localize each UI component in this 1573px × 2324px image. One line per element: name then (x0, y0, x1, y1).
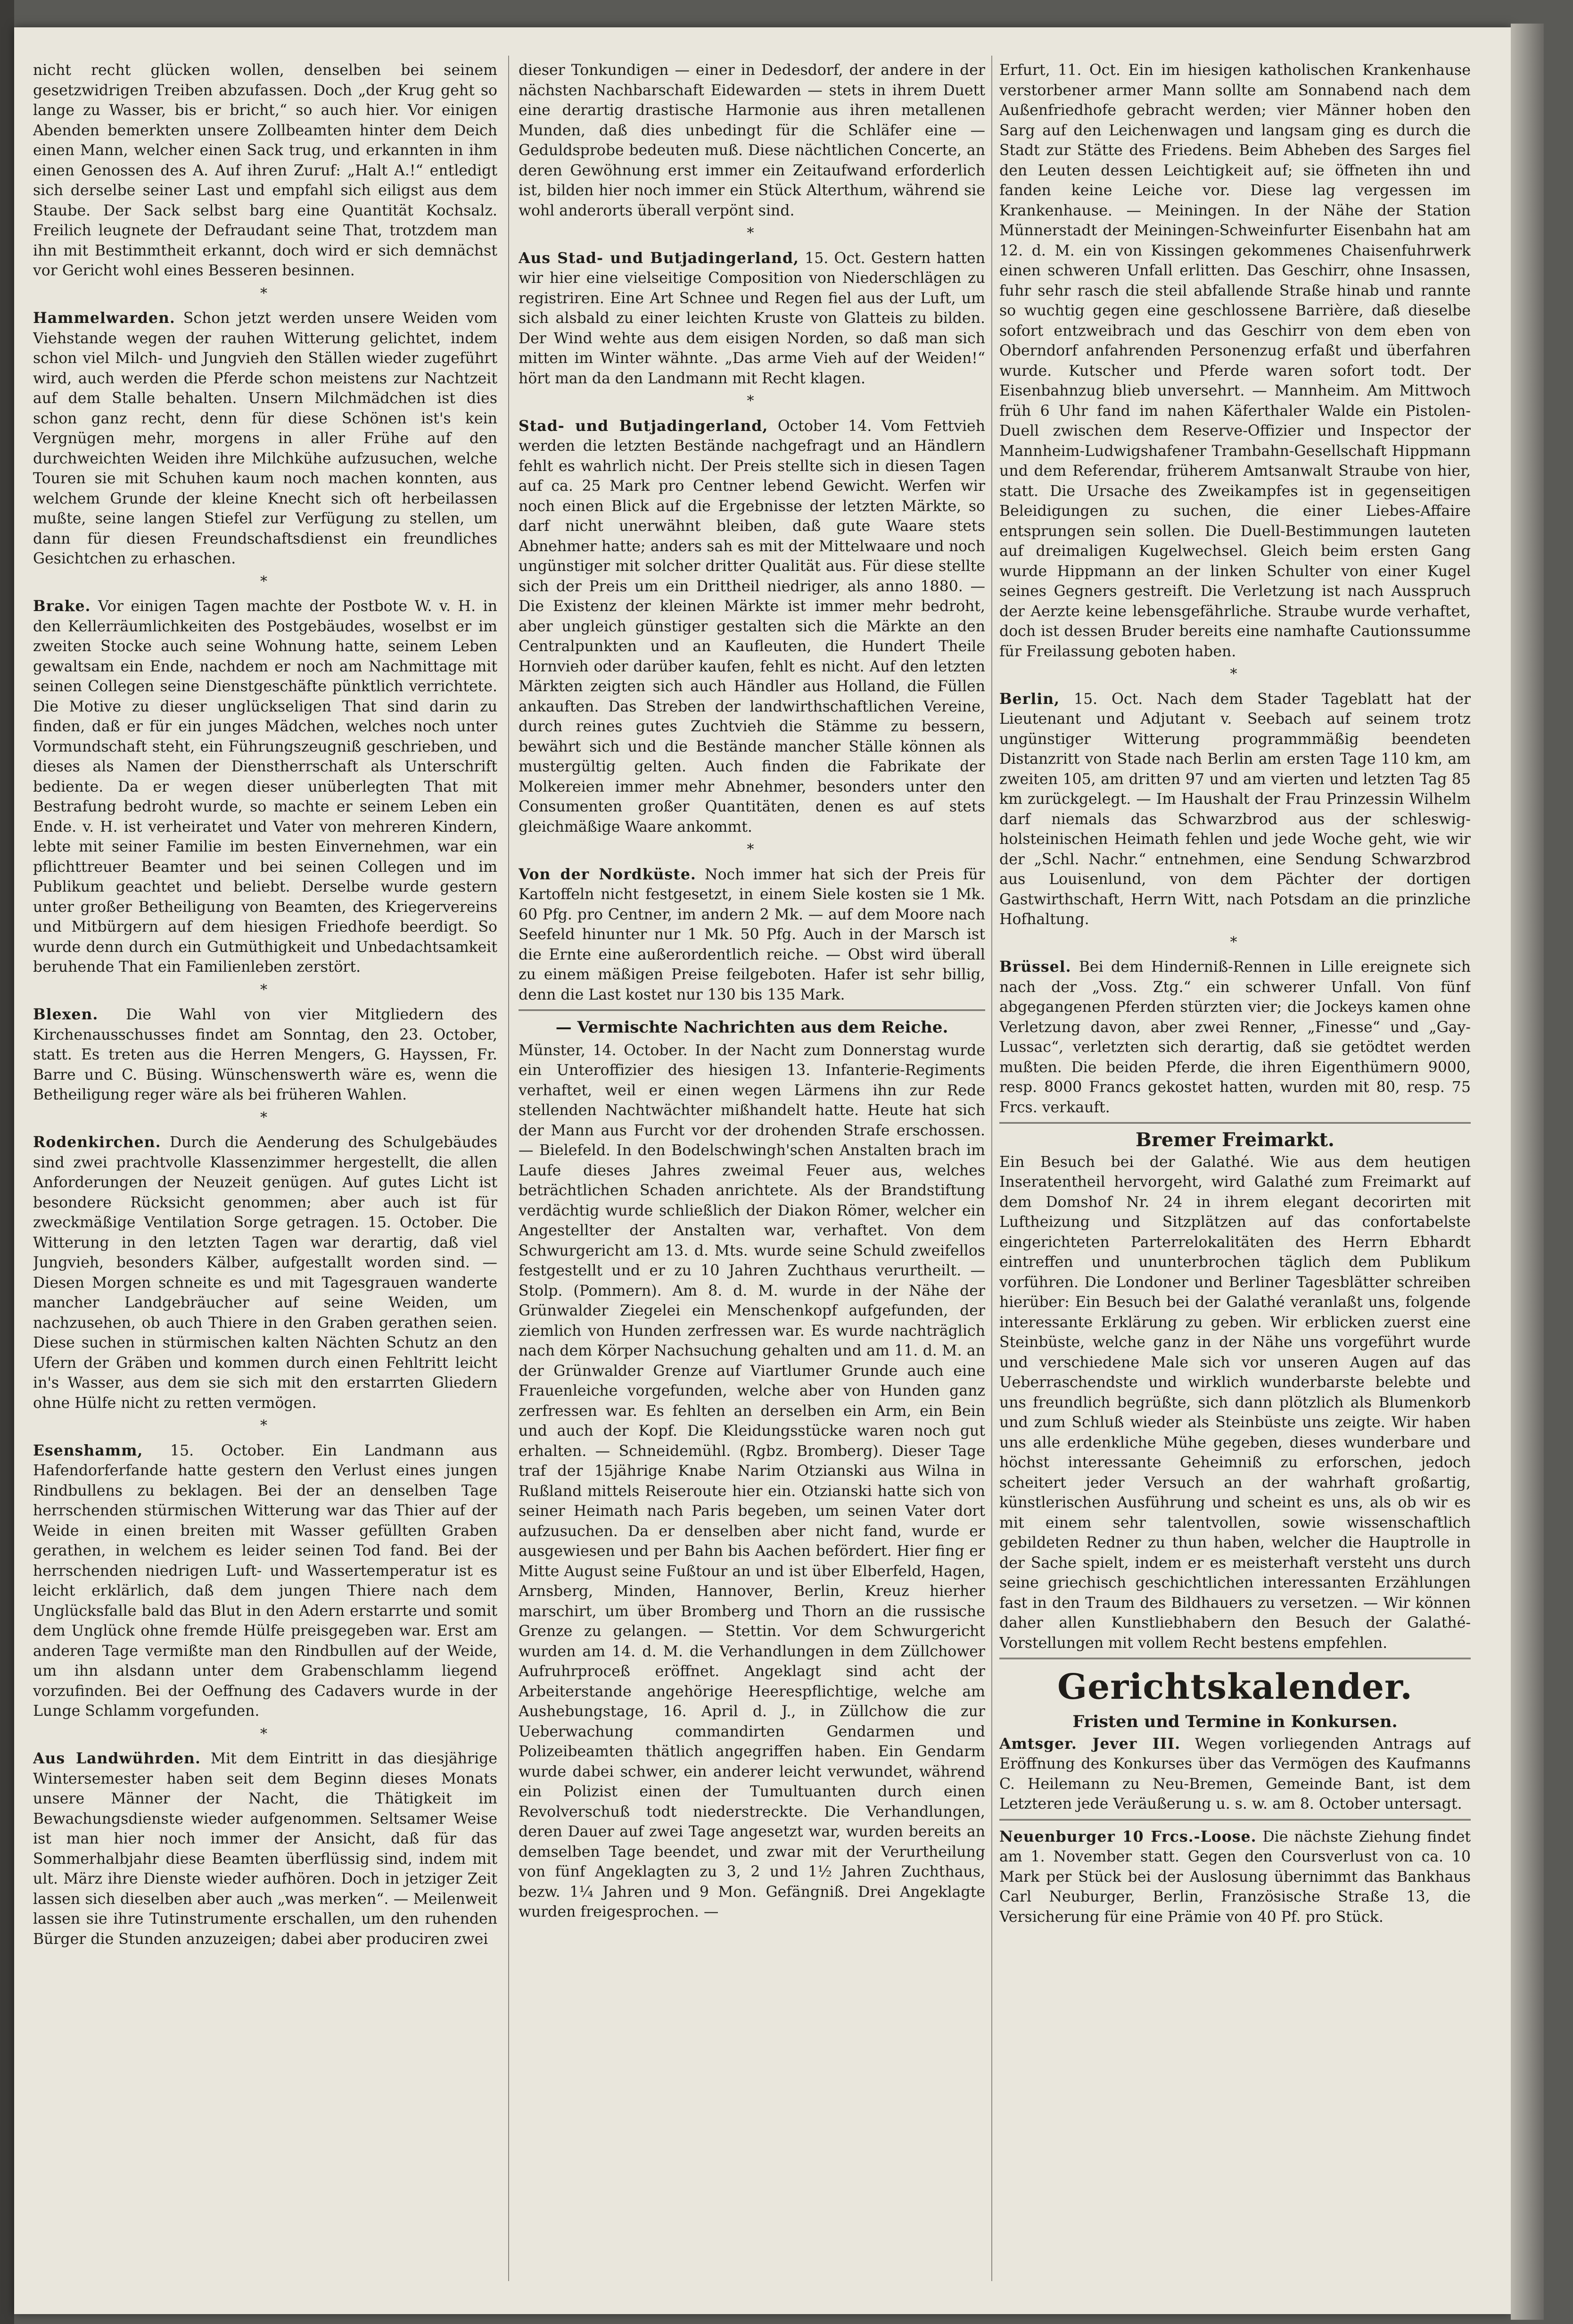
article-separator: * (747, 393, 757, 409)
article-text: Schon jetzt werden unsere Weiden vom Viehstande wegen der rauhen Witterung gelichtet, indem schon viel Milch- und Jungvieh den Ställen wieder zugeführt wird, auch werden die Pferde schon meistens zur Nachtzeit auf dem Stalle behalten. Unsern Milchmädchen ist dies schon ganz recht, denn für diese Schönen ist's kein Vergnügen mehr, morgens in aller Frühe auf den durchweichten Weiden ihre Milchkühe aufzusuchen, welche Touren sie mit Schuhen kaum noch machen konnten, aus welchem Grunde der kleine Knecht sich oft herbeilassen mußte, seine langen Stiefel zur Verfügung zu stellen, um dann für diesen Freundschaftsdienst ein freundliches Gesichtchen zu erhaschen. (33, 310, 497, 567)
column-2 (519, 60, 985, 2276)
article-separator: * (1230, 934, 1240, 951)
article-separator: * (1230, 666, 1240, 682)
section-divider (999, 1658, 1471, 1659)
article-paragraph (519, 1041, 985, 1922)
article-dateline: Amtsger. Jever III. (999, 1735, 1181, 1753)
article-separator: * (260, 1725, 270, 1742)
article-separator: * (260, 1417, 270, 1434)
article-paragraph (999, 689, 1471, 930)
column-rule (991, 56, 992, 2281)
newspaper-page (14, 27, 1511, 2314)
article-text: Ein Besuch bei der Galathé. Wie aus dem heutigen Inseratentheil hervorgeht, wird Galathé zum Freimarkt auf dem Domshof Nr. 24 in ihrem elegant decorirten mit Luftheizung und Sitzplätzen auf das confortabelste eingerichteten Parterrelokalitäten des Herrn Ebhardt eintreffen und ununterbrochen täglich dem Publikum vorführen. Die Londoner und Berliner Tagesblätter schreiben hierüber: Ein Besuch bei der Galathé veranlaßt uns, folgende interessante Erklärung zu geben. Wir erblicken zuerst eine Steinbüste, welche ganz in der Nähe uns vorgeführt wurde und verschiedene Male sich vor unseren Augen auf das Ueberraschendste und wirklich wunderbarste belebte und uns freundlich begrüßte, sich dann plötzlich als Blumenkorb und zum Schluß wieder als Steinbüste uns zeigte. Wir haben uns alle erdenkliche Mühe gegeben, dieses wunderbare und höchst interessante Geheimniß zu erforschen, jedoch scheitert jeder Versuch an der wahrhaft großartig, künstlerischen Ausführung und scheint es uns, als ob wir es mit einem sehr talentvollen, sowie wissenschaftlich gebildeten Redner zu thun haben, welcher die Hauptrolle in der Sache spielt, indem er es meisterhaft versteht uns durch seine griechisch geschichtlichen interessanten Erzählungen fast in den Traum des Bildhauers zu versetzen. — Wir können daher allen Kunstliebhabern den Besuch der Galathé-Vorstellungen mit vollem Recht bestens empfehlen. (999, 1153, 1471, 1652)
column-1 (33, 60, 497, 2276)
article-text: Vor einigen Tagen machte der Postbote W. v. H. in den Kellerräumlichkeiten des Postgebäudes, woselbst er im zweiten Stocke auch seine Wohnung hatte, seinem Leben gewaltsam ein Ende, nachdem er noch am Nachmittage mit seinen Collegen seine Dienstgeschäfte pünktlich verrichtete. Die Motive zu dieser unglückseligen That sind darin zu finden, daß er für ein junges Mädchen, welches noch unter Vormundschaft steht, ein Führungszeugniß geschrieben, und dieses als Namen der Dienstherrschaft als Unterschrift bediente. Da er wegen dieser unüberlegten That mit Bestrafung bedroht wurde, so machte er seinem Leben ein Ende. v. H. ist verheiratet und Vater von mehreren Kindern, lebte mit seiner Familie im besten Einvernehmen, war ein pflichttreuer Beamter und bei seinen Collegen und im Publikum geachtet und beliebt. Derselbe wurde gestern unter großer Betheiligung von Beamten, des Kriegervereins und Mitbürgern auf dem hiesigen Friedhofe beerdigt. So wurde denn durch ein Gutmüthigkeit und Unbedachtsamkeit beruhende That ein Familienleben zerstört. (33, 598, 497, 976)
article-text: Erfurt, 11. Oct. Ein im hiesigen katholischen Krankenhause verstorbener armer Mann sollte am Sonnabend nach dem Außenfriedhofe gebracht werden; vier Männer hoben den Sarg auf den Leichenwagen und langsam ging es durch die Stadt zur Stätte des Friedens. Beim Abheben des Sarges fiel den Leuten dessen Leichtigkeit auf; sie öffneten ihn und fanden keine Leiche vor. Diese lag vergessen im Krankenhause. — Meiningen. In der Nähe der Station Münnerstadt der Meiningen-Schweinfurter Eisenbahn hat am 12. d. M. ein von Kissingen gekommenes Chaisenfuhrwerk einen schweren Unfall erlitten. Das Geschirr, ohne Insassen, fuhr sehr rasch die steil abfallende Straße hinab und rannte so wuchtig gegen eine geschlossene Barrière, daß dieselbe sofort entzweibrach und das Geschirr von dem eben von Oberndorf anfahrenden Personenzug erfaßt und überfahren wurde. Kutscher und Pferde waren sofort todt. Der Eisenbahnzug blieb unversehrt. — Mannheim. Am Mittwoch früh 6 Uhr fand im nahen Käferthaler Walde ein Pistolen-Duell zwischen dem Reserve-Offizier und Inspector der Mannheim-Ludwigshafener Trambahn-Gesellschaft Hippmann und dem Referendar, früherem Amtsanwalt Straube von hier, statt. Die Ursache des Zweikampfes ist in gegenseitigen Beleidigungen zu suchen, die einer Liebes-Affaire entsprungen sein sollen. Die Duell-Bestimmungen lauteten auf dreimaligen Kugelwechsel. Gleich beim ersten Gang wurde Hippmann an der linken Schulter von einer Kugel seines Gegners gestreift. Die Verletzung ist nach Ausspruch der Aerzte keine lebensgefährliche. Straube wurde verhaftet, doch ist dessen Bruder bereits eine namhafte Cautionssumme für Freilassung geboten haben. (999, 62, 1471, 660)
article-text: Die Wahl von vier Mitgliedern des Kirchenausschusses findet am Sonntag, den 23. October, statt. Es treten aus die Herren Mengers, G. Hayssen, Fr. Barre und C. Büsing. Wünschenswerth wäre es, wenn die Betheiligung reger wäre als bei früheren Wahlen. (33, 1006, 497, 1103)
article-dateline: Berlin, (999, 690, 1060, 708)
article-paragraph (33, 1749, 497, 1949)
article-text: Durch die Aenderung des Schulgebäudes sind zwei prachtvolle Klassenzimmer hergestellt, die allen Anforderungen der Neuzeit genügen. Auf gutes Licht ist besondere Rücksicht genommen; aber auch ist für zweckmäßige Ventilation Sorge getragen. 15. October. Die Witterung in den letzten Tagen war derartig, daß viel Jungvieh, besonders Kälber, aufgestallt worden sind. — Diesen Morgen schneite es und mit Tagesgrauen wanderte mancher Landgebräucher auf seine Weiden, um nachzusehen, ob auch Thiere in den Graben gerathen seien. Diese suchen in stürmischen kalten Nächten Schutz an den Ufern der Gräben und kommen durch einen Fehltritt leicht in's Wasser, aus dem sie sich mit den erstarrten Gliedern ohne Hülfe nicht zu retten vermögen. (33, 1134, 497, 1412)
article-text: Mit dem Eintritt in das diesjährige Wintersemester haben seit dem Beginn dieses Monats unsere Männer der Nacht, die Thätigkeit im Bewachungsdienste wieder aufgenommen. Seltsamer Weise ist man hier noch immer der Ansicht, daß für das Sommerhalbjahr diese Beamten überflüssig sind, indem mit ult. März ihre Dienste wieder aufhören. Doch in jetziger Zeit lassen sich dieselben aber auch „was merken“. — Meilenweit lassen sie ihre Tutinstrumente erschallen, um den ruhenden Bürger die Stunden anzuzeigen; dabei aber produciren zwei (33, 1750, 497, 1948)
article-text: dieser Tonkundigen — einer in Dedesdorf, der andere in der nächsten Nachbarschaft Eidewarden — stets in ihrem Duett eine derartig drastische Harmonie aus ihren metallenen Munden, daß dies unbedingt für die Schläfer eine — Geduldsprobe bedeuten muß. Diese nächtlichen Concerte, an deren Gewöhnung erst immer ein Zeitaufwand erforderlich ist, bilden hier noch immer ein Stück Alterthum, während sie wohl anderorts überall verpönt sind. (519, 62, 985, 219)
subheading: Fristen und Termine in Konkursen. (1072, 1712, 1398, 1731)
article-text: Bei dem Hinderniß-Rennen in Lille ereignete sich nach der „Voss. Ztg.“ ein schwerer Unfall. Von fünf abgegangenen Pferden stürzten vier; die Jockeys kamen ohne Verletzung davon, aber zwei Renner, „Finesse“ und „Gay-Lussac“, verletzten sich derartig, daß sie getödtet werden mußten. Die beiden Pferde, die ihren Eigenthümern 9000, resp. 8000 Francs gekostet hatten, wurden mit 80, resp. 75 Frcs. verkauft. (999, 959, 1471, 1116)
column-rule (508, 56, 509, 2281)
article-separator: * (260, 573, 270, 590)
article-paragraph (33, 60, 497, 281)
article-paragraph (519, 416, 985, 837)
article-paragraph (33, 1005, 497, 1105)
article-dateline: Brake. (33, 597, 91, 615)
article-text: Münster, 14. October. In der Nacht zum Donnerstag wurde ein Unteroffizier des hiesigen 13. Infanterie-Regiments verhaftet, weil er einen wegen Lärmens ihn zur Rede stellenden Nachtwächter mißhandelt hatte. Heute hat sich der Mann aus Furcht vor der drohenden Strafe erschossen. — Bielefeld. In den Bodelschwingh'schen Anstalten brach im Laufe dieses Jahres zweimal Feuer aus, welches beträchtlichen Schaden anrichtete. Als der Brandstiftung verdächtig wurde schließlich der Diakon Römer, welcher ein Angestellter der Anstalten war, verhaftet. Von dem Schwurgericht am 13. d. Mts. wurde seine Schuld zweifellos festgestellt und er zu 10 Jahren Zuchthaus verurtheilt. — Stolp. (Pommern). Am 8. d. M. wurde in der Nähe der Grünwalder Ziegelei ein Menschenkopf aufgefunden, der ziemlich von Hunden zerfressen war. Es wurde nachträglich nach dem Körper Nachsuchung gehalten und am 11. d. M. an der Grünwalder Grenze auf Viartlumer Grunde auch eine Frauenleiche vorgefunden, welche aber von Hunden ganz zerfressen war. Es fehlten an derselben ein Arm, ein Bein und auch der Kopf. Die Kleidungsstücke waren noch gut erhalten. — Schneidemühl. (Rgbz. Bromberg). Dieser Tage traf der 15jährige Knabe Narim Otzianski aus Wilna in Rußland mittels Reiseroute hier ein. Otzianski hatte sich von seiner Heimath nach Paris begeben, um seinen Vater dort aufzusuchen. Da er denselben aber nicht fand, wurde er ausgewiesen und per Bahn bis Aachen befördert. Hier fing er Mitte August seine Fußtour an und ist über Elberfeld, Hagen, Arnsberg, Minden, Hannover, Berlin, Kreuz hierher marschirt, um über Bromberg und Thorn an die russische Grenze zu gelangen. — Stettin. Vor dem Schwurgericht wurden am 14. d. M. die Verhandlungen in dem Züllchower Aufruhrproceß eröffnet. Angeklagt sind acht der Arbeiterstande angehörige Heerespflichtige, welche am Aushebungstage, 16. April d. J., in Züllchow die zur Ueberwachung commandirten Gendarmen und Polizeibeamten thätlich angegriffen haben. Ein Gendarm wurde dabei schwer, ein anderer leicht verwundet, während ein Polizist einen der Tumultuanten durch einen Revolverschuß todt niederstreckte. Die Verhandlungen, deren Dauer auf zwei Tage angesetzt war, wurden bereits an demselben Tage beendet, und zwar mit der Verurtheilung von fünf Angeklagten zu 3, 2 und 1½ Jahren Zuchthaus, bezw. 1¼ Jahren und 9 Mon. Gefängniß. Drei Angeklagte wurden freigesprochen. — (519, 1042, 985, 1920)
article-paragraph (33, 596, 497, 977)
column-3 (999, 60, 1471, 2276)
article-separator: * (260, 285, 270, 302)
scan-gutter (0, 0, 14, 2324)
article-dateline: Stad- und Butjadingerland, (519, 417, 768, 435)
article-paragraph (33, 1441, 497, 1721)
article-text: 15. Oct. Gestern hatten wir hier eine vielseitige Composition von Niederschlägen zu registriren. Eine Art Schnee und Regen fiel aus der Luft, um sich alsbald zu einer leichten Kruste von Glatteis zu bilden. Der Wind wehte aus dem eisigen Norden, so daß man sich mitten im Winter wähnte. „Das arme Vieh auf der Weiden!“ hört man da den Landmann mit Recht klagen. (519, 249, 985, 387)
section-divider (519, 1009, 985, 1011)
article-paragraph (999, 957, 1471, 1117)
article-separator: * (747, 841, 757, 858)
page-edge (1511, 24, 1544, 2320)
section-divider (999, 1122, 1471, 1124)
article-dateline: Brüssel. (999, 958, 1071, 976)
article-paragraph (999, 1734, 1471, 1814)
article-dateline: Blexen. (33, 1006, 99, 1023)
article-dateline: Aus Stad- und Butjadingerland, (519, 249, 799, 267)
article-paragraph (519, 865, 985, 1005)
section-divider (999, 1819, 1471, 1820)
article-dateline: Neuenburger 10 Frcs.-Loose. (999, 1828, 1257, 1845)
section-heading: — Vermischte Nachrichten aus dem Reiche. (555, 1018, 948, 1037)
article-paragraph (33, 308, 497, 569)
article-paragraph (999, 60, 1471, 662)
article-separator: * (747, 225, 757, 241)
article-separator: * (260, 1109, 270, 1126)
section-heading: Gerichtskalender. (1057, 1667, 1413, 1707)
article-text: 15. October. Ein Landmann aus Hafendorferfande hatte gestern den Verlust eines jungen Rindbullens zu beklagen. Bei der an denselben Tage herrschenden stürmischen Witterung war das Thier auf der Weide in einen breiten mit Wasser gefüllten Graben gerathen, in welchem es leider seinen Tod fand. Bei der herrschenden niedrigen Luft- und Wassertemperatur ist es leicht erklärlich, daß dem jungen Thiere nach dem Unglücksfalle bald das Blut in den Adern erstarrte und somit dem Unglück ohne fremde Hülfe preisgegeben war. Erst am anderen Tage vermißte man den Rindbullen auf der Weide, um ihn alsdann unter dem Grabenschlamm liegend vorzufinden. Bei der Oeffnung des Cadavers wurde in der Lunge Schlamm vorgefunden. (33, 1442, 497, 1720)
article-dateline: Aus Landwührden. (33, 1750, 201, 1767)
article-paragraph (519, 60, 985, 221)
article-paragraph (519, 248, 985, 389)
section-heading: Bremer Freimarkt. (1136, 1129, 1334, 1151)
article-text: October 14. Vom Fettvieh werden die letzten Bestände nachgefragt und an Händlern fehlt es wahrlich nicht. Der Preis stellte sich in diesen Tagen auf ca. 25 Mark pro Centner lebend Gewicht. Werfen wir noch einen Blick auf die Ergebnisse der letzten Märkte, so darf nicht unerwähnt bleiben, daß gute Waare stets Abnehmer hatte; anders sah es mit der Mittelwaare und noch ungünstiger mit solcher dritter Qualität aus. Für diese stellte sich der Preis um ein Drittheil niedriger, als anno 1880. — Die Existenz der kleinen Märkte ist immer mehr bedroht, aber ungleich günstiger gestalten sich die Märkte an den Centralpunkten und an Kaufleuten, die Hundert Theile Hornvieh oder darüber kaufen, fehlt es nicht. Auf den letzten Märkten zeigten sich auch Händler aus Holland, die Füllen ankauften. Das Streben der landwirthschaftlichen Vereine, durch reines gutes Zuchtvieh die Stämme zu bessern, bewährt sich und die Bestände mancher Ställe können als mustergültig gelten. Auch finden die Fabrikate der Molkereien immer mehr Abnehmer, besonders unter den Consumenten großer Quantitäten, denen es auf stets gleichmäßige Waare ankommt. (519, 417, 985, 835)
article-dateline: Esenshamm, (33, 1441, 143, 1459)
article-text: Wegen vorliegenden Antrags auf Eröffnung des Konkurses über das Vermögen des Kaufmanns C. Heilemann zu Neu-Bremen, Gemeinde Bant, ist dem Letzteren jede Veräußerung u. s. w. am 8. October untersagt. (999, 1735, 1471, 1812)
article-text: Die nächste Ziehung findet am 1. November statt. Gegen den Coursverlust von ca. 10 Mark per Stück bei der Auslosung übernimmt das Bankhaus Carl Neuburger, Berlin, Französische Straße 13, die Versicherung für eine Prämie von 40 Pf. pro Stück. (999, 1828, 1471, 1926)
article-dateline: Rodenkirchen. (33, 1133, 161, 1151)
article-text: Noch immer hat sich der Preis für Kartoffeln nicht festgesetzt, in einem Siele kosten sie 1 Mk. 60 Pfg. pro Centner, im andern 2 Mk. — auf dem Moore nach Seefeld hinunter nur 1 Mk. 50 Pfg. Auch in der Marsch ist die Ernte eine außerordentlich reiche. — Obst wird überall zu einem mäßigen Preise feilgeboten. Hafer ist sehr billig, denn die Last kostet nur 130 bis 135 Mark. (519, 866, 985, 1003)
article-paragraph (999, 1152, 1471, 1654)
article-dateline: Von der Nordküste. (519, 865, 696, 883)
article-dateline: Hammelwarden. (33, 309, 175, 327)
article-separator: * (260, 981, 270, 998)
article-paragraph (999, 1827, 1471, 1927)
article-paragraph (33, 1133, 497, 1413)
article-text: 15. Oct. Nach dem Stader Tageblatt hat der Lieutenant und Adjutant v. Seebach auf seinem trotz ungünstiger Witterung programmmäßig beendeten Distanzritt von Stade nach Berlin am ersten Tage 110 km, am zweiten 105, am dritten 97 und am vierten und letzten Tag 85 km zurückgelegt. — Im Haushalt der Frau Prinzessin Wilhelm darf niemals das Schwarzbrod aus der schleswig-holsteinischen Heimath fehlen und jede Woche geht, wie wir der „Schl. Nachr.“ entnehmen, eine Sendung Schwarzbrod aus Louisenlund, von dem Pächter der dortigen Gastwirthschaft, Herrn Witt, nach Potsdam an die prinzliche Hofhaltung. (999, 690, 1471, 928)
article-text: nicht recht glücken wollen, denselben bei seinem gesetzwidrigen Treiben abzufassen. Doch „der Krug geht so lange zu Wasser, bis er bricht,“ so auch hier. Vor einigen Abenden bemerkten unsere Zollbeamten hinter dem Deich einen Mann, welcher einen Sack trug, und erkannten in ihm einen Genossen des A. Auf ihren Zuruf: „Halt A.!“ entledigt sich derselbe seiner Last und empfahl sich eiligst aus dem Staube. Der Sack selbst barg eine Quantität Kochsalz. Freilich leugnete der Defraudant seine That, trotzdem man ihn mit Bestimmtheit erkannt, doch wird er sich demnächst vor Gericht wohl eines Besseren besinnen. (33, 62, 497, 279)
